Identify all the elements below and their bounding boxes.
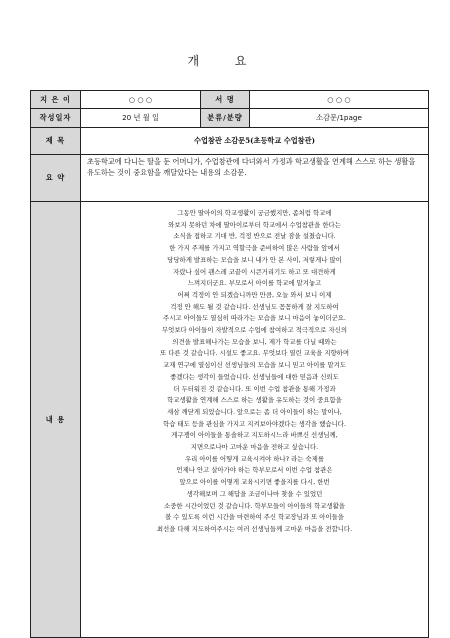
content-line: 걱정 안 해도 될 것 같습니다. 선생님도 꼼꼼하게 잘 지도하여 <box>170 302 339 311</box>
document-title: 수업참관 소감문5(초등학교 수업참관) <box>81 128 429 155</box>
content-row <box>31 202 429 638</box>
content-line: 볼 수 있도록 이런 시간을 마련하여 주신 학교장님과 또 아이들을 <box>165 513 344 522</box>
date-row <box>31 109 429 128</box>
content-line: 새삼 깨닫게 되었습니다. 앞으로는 좀 더 아이들이 하는 말이나, <box>167 407 342 416</box>
content-line: 어쩌 걱정이 안 되겠습니까만 만큼, 오늘 와서 보니 이제 <box>177 290 332 299</box>
date-label: 작성일자 <box>31 109 81 128</box>
content-line: 교재 연구에 열심이신 선생님들의 모습을 보니 믿고 아이를 맡겨도 <box>163 361 346 370</box>
content-line: 소식을 접하고 기대 반, 걱정 반으로 전날 잠을 설쳤습니다. <box>173 232 336 241</box>
content-label: 내 용 <box>31 202 81 638</box>
content-line: 와보지 못하던 차에 딸아이로부터 학교에서 수업참관을 한다는 <box>168 220 341 229</box>
overview-form <box>30 90 429 638</box>
content-line: 한 가지 주제를 가지고 역할극을 준비하여 많은 사람들 앞에서 <box>169 244 340 253</box>
content-line: 게구쟁이 아이들을 통솔하고 지도하시느라 바쁘신 선생님께, <box>171 431 338 440</box>
category-label: 분류/분량 <box>201 109 250 128</box>
summary-row <box>31 155 429 202</box>
content-line: 무엇보다 아이들이 자발적으로 수업에 참여하고 적극적으로 자신의 <box>161 326 348 335</box>
author-row <box>31 91 429 109</box>
category-value: 소감문/1page <box>250 109 429 128</box>
content-line: 또 다른 것 같습니다. 시설도 좋고요. 무엇보다 열린 교육을 지향하며 <box>159 349 350 358</box>
signature-value: ○ ○ ○ <box>250 91 429 109</box>
title-row <box>31 128 429 155</box>
date-value: 20 년 월 일 <box>81 109 201 128</box>
content-line: 우리 아이를 어떻게 교육시켜야 하나? 라는 숙제를 <box>184 454 325 463</box>
content-line: 당당하게 발표하는 모습을 보니 내가 안 본 사이, 저렇게나 많이 <box>167 255 342 264</box>
content-body <box>81 202 429 638</box>
content-line: 주시고 아이들도 열심히 따라가는 모습을 보니 마음이 놓이더군요. <box>163 314 346 323</box>
content-line: 자랐나 싶어 괜스레 코끝이 시큰거리기도 하고 또 대견하게 <box>173 267 336 276</box>
content-line: 앞으로 아이를 어떻게 교육시키면 좋을지를 다시, 한번 <box>179 478 330 487</box>
content-lines <box>85 208 424 536</box>
content-line: 언제나 안고 살아가야 하는 학부모로서 이번 수업 참관은 <box>176 466 333 475</box>
content-line: 지면으로나마 고마운 마음을 전하고 싶습니다. <box>190 443 319 452</box>
content-line: 최선을 다해 지도하여주시는 여러 선생님들께 고마운 마음을 전합니다. <box>156 524 353 533</box>
content-line: 생각해보며 그 해답을 조금이나마 찾을 수 있었던 <box>186 489 323 498</box>
author-label: 지 은 이 <box>31 91 81 109</box>
content-line: 좋겠다는 생각이 들었습니다. 선생님들에 대한 믿음과 신뢰도 <box>170 372 339 381</box>
content-line: 학교생활을 연계해 스스로 하는 생활을 유도하는 것이 중요함을 <box>167 396 342 405</box>
content-line: 느껴지더군요. 부모로서 아이를 학교에 맡겨놓고 <box>187 279 322 288</box>
content-line: 의견을 발표해나가는 모습을 보니, 제가 학교를 다닐 때와는 <box>172 337 337 346</box>
summary-label: 요 약 <box>31 155 81 202</box>
content-line: 소중한 시간이었던 것 같습니다. 학부모들이 아이들의 학교생활을 <box>164 501 345 510</box>
content-line: 더 두터워진 것 같습니다. 또 이번 수업 참관을 통해 가정과 <box>173 384 336 393</box>
content-line: 그동안 딸아이의 학교생활이 궁금했지만, 좀처럼 학교에 <box>177 209 332 217</box>
signature-label: 서 명 <box>201 91 250 109</box>
author-value: ○ ○ ○ <box>81 91 201 109</box>
summary-text: 초등학교에 다니는 딸을 둔 어머니가, 수업참관에 다녀와서 가정과 학교생활을 연계해 스스로 하는 생활을 유도하는 것이 중요함을 깨달았다는 내용의 소감문. <box>81 155 429 202</box>
page-title: 개 요 <box>187 54 263 68</box>
title-label: 제 목 <box>31 128 81 155</box>
content-line: 학습 태도 등을 관심을 가지고 지켜보아야겠다는 생각을 했습니다. <box>163 419 346 428</box>
